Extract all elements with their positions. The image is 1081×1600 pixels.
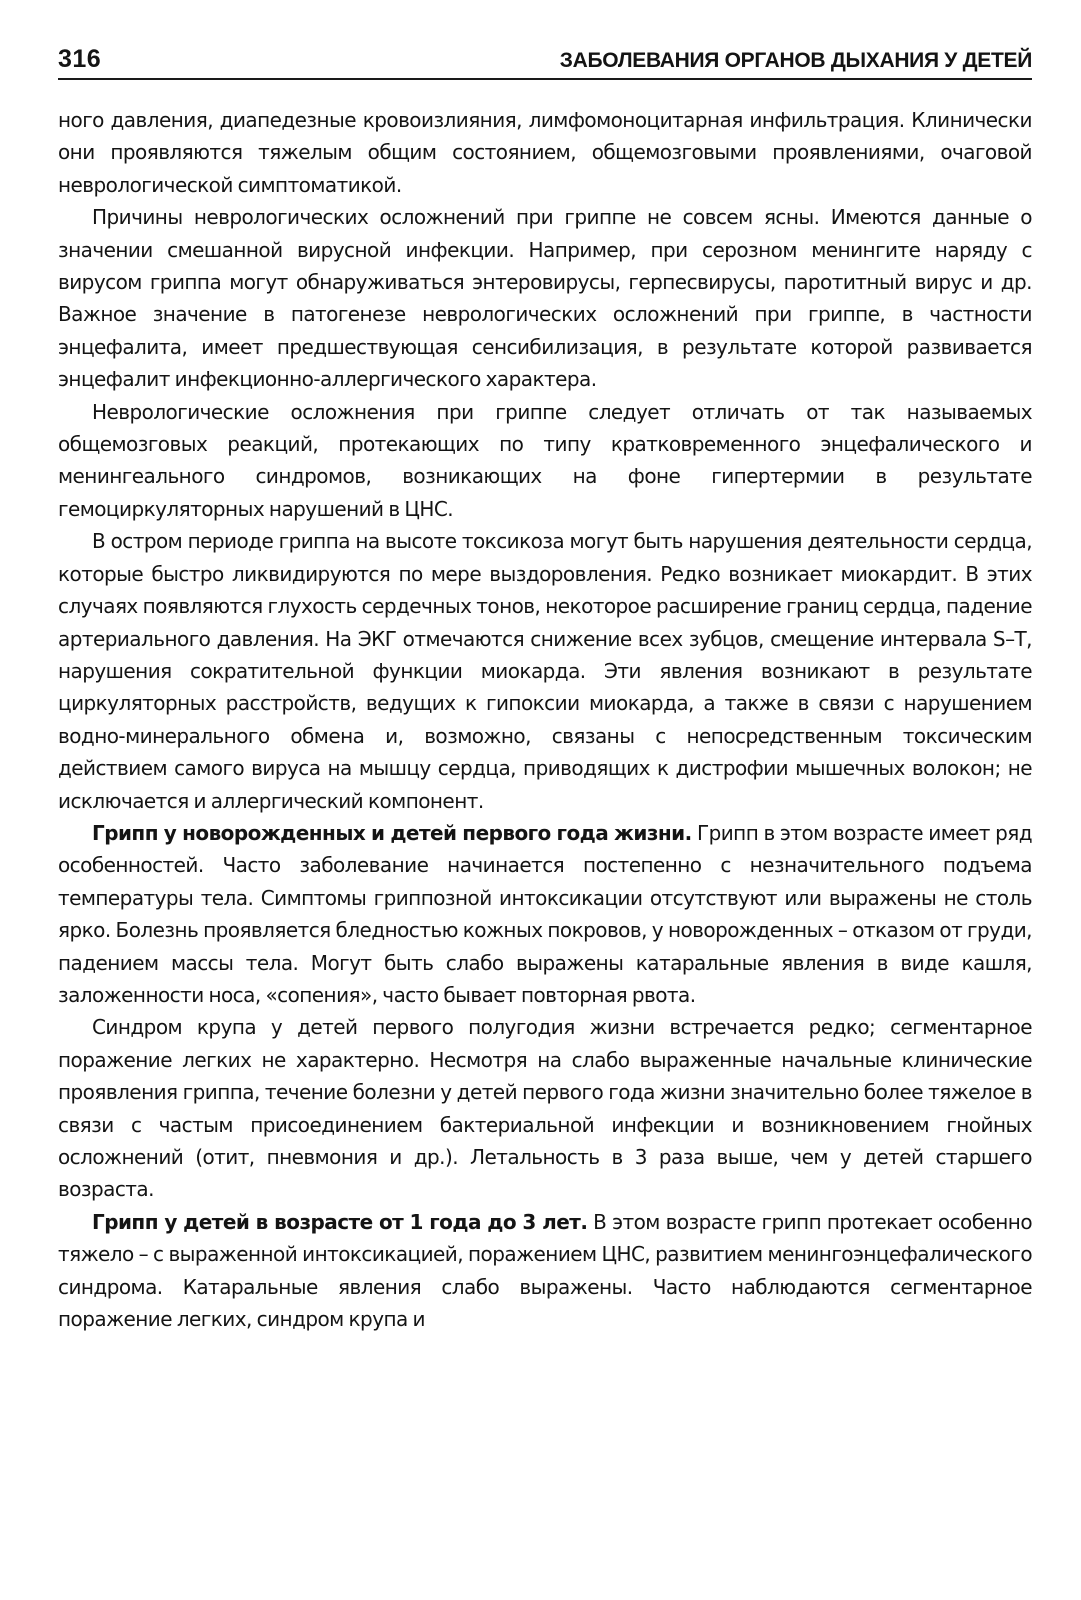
book-page [58,38,1032,1335]
paragraph-text: Неврологические осложнения при гриппе следует отличать от так называемых общемозговых реакций, протекающих по типу кратковременного энцефалического и менингеального синдромов, возникающих на фоне гипертермии в результате гемоциркуляторных нарушений в ЦНС. [58,399,1032,521]
paragraph-4 [58,525,1032,817]
paragraph-text: В остром периоде гриппа на высоте токсикоза могут быть нарушения деятельности сердца, которые быстро ликвидируются по мере выздоровления. Редко возникает миокардит. В этих случаях появляются глухость сердечных тонов, некоторое расширение границ сердца, падение артериального давления. На ЭКГ отмечаются снижение всех зубцов, смещение интервала S–T, нарушения сократительной функции миокарда. Эти явления возникают в результате циркуляторных расстройств, ведущих к гипоксии миокарда, а также в связи с нарушением водно-минерального обмена и, возможно, связаны с непосредственным токсическим действием самого вируса на мышцу сердца, приводящих к дистрофии мышечных волокон; не исключается и аллергический компонент. [58,529,1032,813]
paragraph-6 [58,1011,1032,1205]
running-header [58,38,1032,80]
paragraph-text: Грипп в этом возрасте имеет ряд особенностей. Часто заболевание начинается постепенно с незначительного подъема температуры тела. Симптомы гриппозной интоксикации отсутствуют или выражены не столь ярко. Болезнь проявляется бледностью кожных покровов, у новорожденных – отказом от груди, падением массы тела. Могут быть слабо выражены катаральные явления в виде кашля, заложенности носа, «сопения», часто бывает повторная рвота. [58,820,1032,1007]
run-in-heading-age-1-3: Грипп у детей в возрасте от 1 года до 3 лет. [92,1209,588,1234]
running-section-title: ЗАБОЛЕВАНИЯ ОРГАНОВ ДЫХАНИЯ У ДЕТЕЙ [559,49,1032,72]
paragraph-5 [58,817,1032,1011]
paragraph-2 [58,201,1032,395]
paragraph-text: Синдром крупа у детей первого полугодия жизни встречается редко; сегментарное поражение легких не характерно. Несмотря на слабо выраженные начальные клинические проявления гриппа, течение болезни у детей первого года жизни значительно более тяжелое в связи с частым присоединением бактериальной инфекции и возникновением гнойных осложнений (отит, пневмония и др.). Летальность в 3 раза выше, чем у детей старшего возраста. [58,1015,1032,1202]
paragraph-text: ного давления, диапедезные кровоизлияния, лимфомоноцитарная инфильтрация. Клинически они проявляются тяжелым общим состоянием, общемозговыми проявлениями, очаговой неврологической симптоматикой. [58,108,1032,197]
run-in-heading-newborns: Грипп у новорожденных и детей первого года жизни. [92,820,692,845]
paragraph-3 [58,396,1032,526]
paragraph-text: В этом возрасте грипп протекает особенно тяжело – с выраженной интоксикацией, поражением ЦНС, развитием менингоэнцефалического синдрома. Катаральные явления слабо выражены. Часто наблюдаются сегментарное поражение легких, синдром крупа и [58,1209,1033,1332]
page-number: 316 [58,45,102,73]
paragraph-7 [58,1206,1032,1336]
paragraph-text: Причины неврологических осложнений при гриппе не совсем ясны. Имеются данные о значении смешанной вирусной инфекции. Например, при серозном менингите наряду с вирусом гриппа могут обнаруживаться энтеровирусы, герпесвирусы, паротитный вирус и др. Важное значение в патогенезе неврологических осложнений при гриппе, в частности энцефалита, имеет предшествующая сенсибилизация, в результате которой развивается энцефалит инфекционно-аллергического характера. [58,205,1032,392]
body-text [58,104,1032,1335]
paragraph-1 [58,104,1032,201]
